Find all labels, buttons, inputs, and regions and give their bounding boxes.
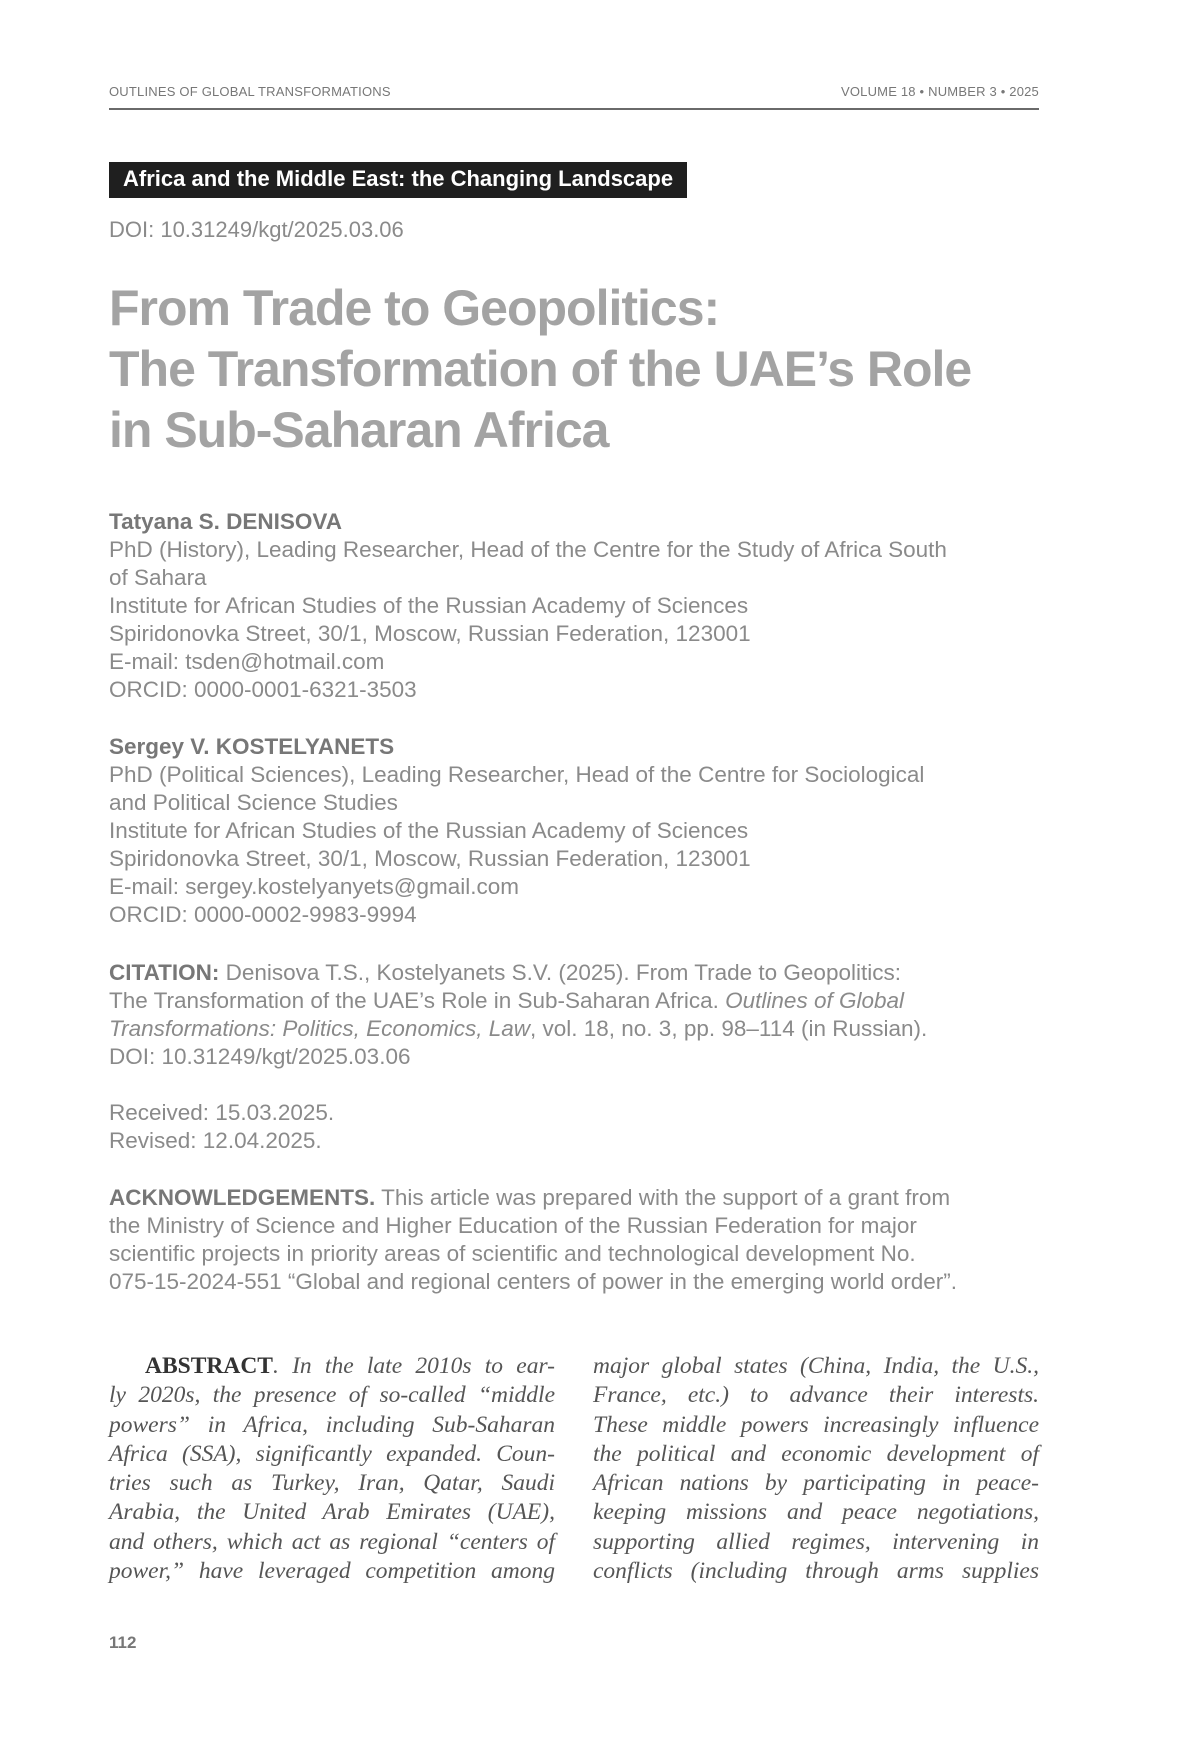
author-orcid: ORCID: 0000-0001-6321-3503	[109, 677, 417, 702]
title-line-3: in Sub-Saharan Africa	[109, 402, 609, 458]
abstract-column-right	[593, 1352, 1039, 1586]
author-block-1	[109, 508, 1039, 704]
author-orcid: ORCID: 0000-0002-9983-9994	[109, 902, 417, 927]
author-email: E-mail: sergey.kostelyanyets@gmail.com	[109, 874, 520, 899]
author-name: Tatyana S. DENISOVA	[109, 509, 342, 534]
abstract-line: Africa (SSA), significantly expanded. Coun-	[109, 1440, 555, 1467]
author-name: Sergey V. KOSTELYANETS	[109, 734, 395, 759]
author-address: Spiridonovka Street, 30/1, Moscow, Russian Federation, 123001	[109, 621, 751, 646]
abstract-line: Arabia, the United Arab Emirates (UAE),	[109, 1499, 555, 1526]
abstract-line: ly 2020s, the presence of so-called “middle	[109, 1382, 555, 1409]
citation-journal-1: Outlines of Global	[725, 988, 905, 1013]
section-label: Africa and the Middle East: the Changing Landscape	[109, 162, 687, 198]
citation-block	[109, 959, 1039, 1071]
ack-line-4: 075-15-2024-551 “Global and regional centers of power in the emerging world order”.	[109, 1269, 957, 1294]
citation-line-1	[109, 959, 1039, 987]
abstract-line: supporting allied regimes, intervening in	[593, 1528, 1039, 1555]
author-position: PhD (Political Sciences), Leading Researcher, Head of the Centre for Sociological	[109, 762, 925, 787]
header-rule	[109, 108, 1039, 110]
author-email: E-mail: tsden@hotmail.com	[109, 649, 385, 674]
citation-line-3	[109, 1015, 1039, 1043]
abstract-line: major global states (China, India, the U.S.,	[593, 1353, 1039, 1379]
article-title	[109, 278, 1039, 461]
author-position-cont: of Sahara	[109, 565, 207, 590]
author-affiliation: Institute for African Studies of the Russian Academy of Sciences	[109, 593, 749, 618]
abstract-line: power,” have leveraged competition among	[109, 1558, 555, 1585]
ack-line-2: the Ministry of Science and Higher Education of the Russian Federation for major	[109, 1213, 917, 1238]
citation-line-2	[109, 987, 1039, 1015]
abstract-line: keeping missions and peace negotiations,	[593, 1499, 1039, 1526]
abstract-line: conflicts (including through arms supplies	[593, 1558, 1039, 1585]
abstract-line: and others, which act as regional “centers of	[109, 1528, 555, 1555]
ack-line-3: scientific projects in priority areas of scientific and technological development No.	[109, 1241, 916, 1266]
citation-doi: DOI: 10.31249/kgt/2025.03.06	[109, 1044, 411, 1069]
ack-text-1: This article was prepared with the support of a grant from	[375, 1185, 951, 1210]
abstract-column-left	[109, 1352, 555, 1586]
page-number: 112	[109, 1633, 137, 1652]
author-address: Spiridonovka Street, 30/1, Moscow, Russian Federation, 123001	[109, 846, 751, 871]
ack-label: ACKNOWLEDGEMENTS.	[109, 1185, 376, 1210]
abstract-line: the political and economic development of	[593, 1440, 1039, 1467]
citation-text-2: The Transformation of the UAE’s Role in Sub-Saharan Africa.	[109, 988, 726, 1013]
author-position: PhD (History), Leading Researcher, Head of the Centre for the Study of Africa South	[109, 537, 947, 562]
title-line-1: From Trade to Geopolitics:	[109, 280, 720, 336]
citation-text-3: , vol. 18, no. 3, pp. 98–114 (in Russian).	[529, 1016, 928, 1041]
abstract-line: These middle powers increasingly influence	[593, 1411, 1039, 1438]
citation-text-1: Denisova T.S., Kostelyanets S.V. (2025). From Trade to Geopolitics:	[219, 960, 901, 985]
abstract-line: powers” in Africa, including Sub-Saharan	[109, 1411, 555, 1438]
abstract	[109, 1352, 1039, 1586]
running-header	[109, 84, 1039, 99]
author-block-2	[109, 733, 1039, 929]
revised-date: Revised: 12.04.2025.	[109, 1128, 322, 1153]
abstract-line: France, etc.) to advance their interests.	[593, 1382, 1039, 1409]
received-date: Received: 15.03.2025.	[109, 1100, 335, 1125]
abstract-line: tries such as Turkey, Iran, Qatar, Saudi	[109, 1470, 555, 1497]
abstract-text: . In the late 2010s to ear-	[272, 1353, 555, 1379]
citation-journal-2: Transformations: Politics, Economics, Law	[109, 1016, 530, 1041]
title-line-2: The Transformation of the UAE’s Role	[109, 341, 972, 397]
doi: DOI: 10.31249/kgt/2025.03.06	[109, 217, 404, 242]
abstract-line: African nations by participating in peace-	[593, 1470, 1039, 1497]
acknowledgements-block	[109, 1184, 1039, 1296]
issue-info: VOLUME 18 • NUMBER 3 • 2025	[840, 84, 1039, 99]
abstract-label: ABSTRACT	[145, 1353, 273, 1379]
abstract-line	[109, 1352, 555, 1381]
ack-line-1	[109, 1184, 1039, 1212]
citation-label: CITATION:	[109, 960, 220, 985]
dates-block	[109, 1099, 1039, 1155]
author-affiliation: Institute for African Studies of the Russian Academy of Sciences	[109, 818, 749, 843]
journal-name: OUTLINES OF GLOBAL TRANSFORMATIONS	[109, 84, 391, 99]
author-position-cont: and Political Science Studies	[109, 790, 398, 815]
